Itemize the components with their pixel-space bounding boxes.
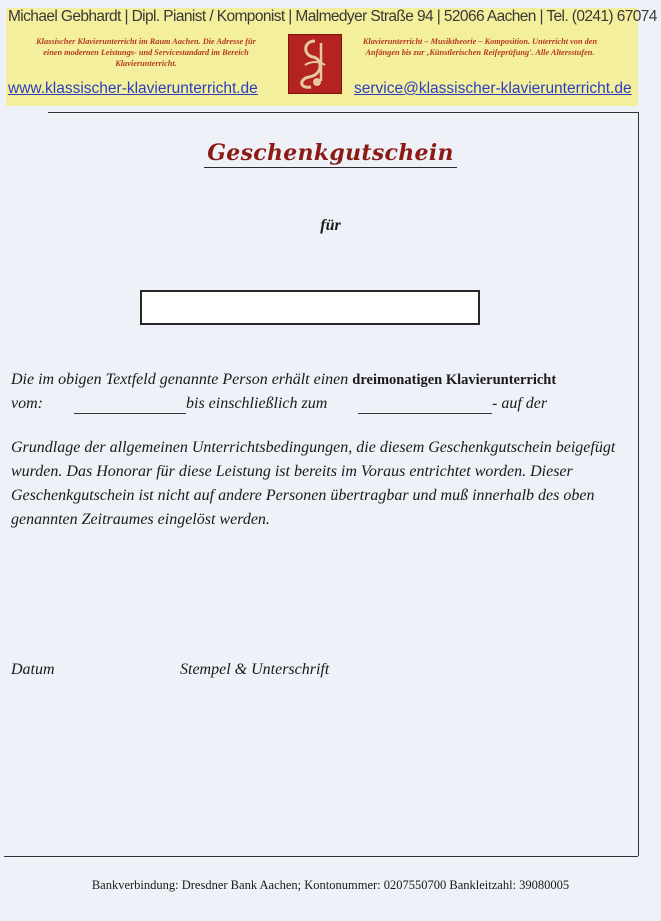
for-label: für: [320, 217, 341, 234]
email-link[interactable]: service@klassischer-klavierunterricht.de: [354, 80, 632, 97]
statement-intro: Die im obigen Textfeld genannte Person erhält einen: [11, 371, 349, 388]
voucher-statement: [11, 371, 556, 389]
website-link[interactable]: www.klassischer-klavierunterricht.de: [8, 80, 258, 97]
bank-details: Bankverbindung: Dresdner Bank Aachen; Kontonummer: 0207550700 Bankleitzahl: 39080005: [91, 878, 570, 892]
right-tagline: Klavierunterricht – Musiktheorie – Komposition. Unterricht von den Anfängen bis zur ‚Künstlerischen Reifeprüfung'. Alle Altersstufen.: [362, 37, 598, 57]
date-label: Datum: [11, 661, 55, 678]
music-logo-icon: [289, 35, 341, 93]
recipient-name-field[interactable]: [140, 290, 480, 325]
logo: [288, 34, 342, 94]
contact-line: Michael Gebhardt | Dipl. Pianist / Komponist | Malmedyer Straße 94 | 52066 Aachen | Tel. (0241) 67074: [8, 8, 657, 25]
from-date-line[interactable]: [74, 413, 186, 414]
course-name: dreimonatigen Klavierunterricht: [352, 372, 557, 388]
page-title: Geschenkgutschein: [0, 136, 661, 167]
until-date-label: bis einschließlich zum: [186, 395, 328, 412]
frame-bottom-border: [4, 856, 638, 857]
from-date-label: vom:: [11, 395, 43, 412]
stamp-signature-label: Stempel & Unterschrift: [180, 661, 330, 678]
continuation-text: - auf der: [492, 395, 548, 412]
terms-paragraph: Grundlage der allgemeinen Unterrichtsbedingungen, die diesem Geschenkgutschein beigefügt wurden. Das Honorar für diese Leistung ist bereits im Voraus entrichtet worden. Dieser Geschenkgutschein ist nicht auf andere Personen übertragbar und muß innerhalb des oben genannten Zeitraumes eingelöst werden.: [11, 439, 616, 528]
until-date-line[interactable]: [358, 413, 492, 414]
left-tagline: Klassischer Klavierunterricht im Raum Aachen. Die Adresse für einen modernen Leistungs- und Servicestandard im Bereich Klavierunterricht.: [36, 37, 256, 68]
frame-top-border: [48, 112, 638, 113]
